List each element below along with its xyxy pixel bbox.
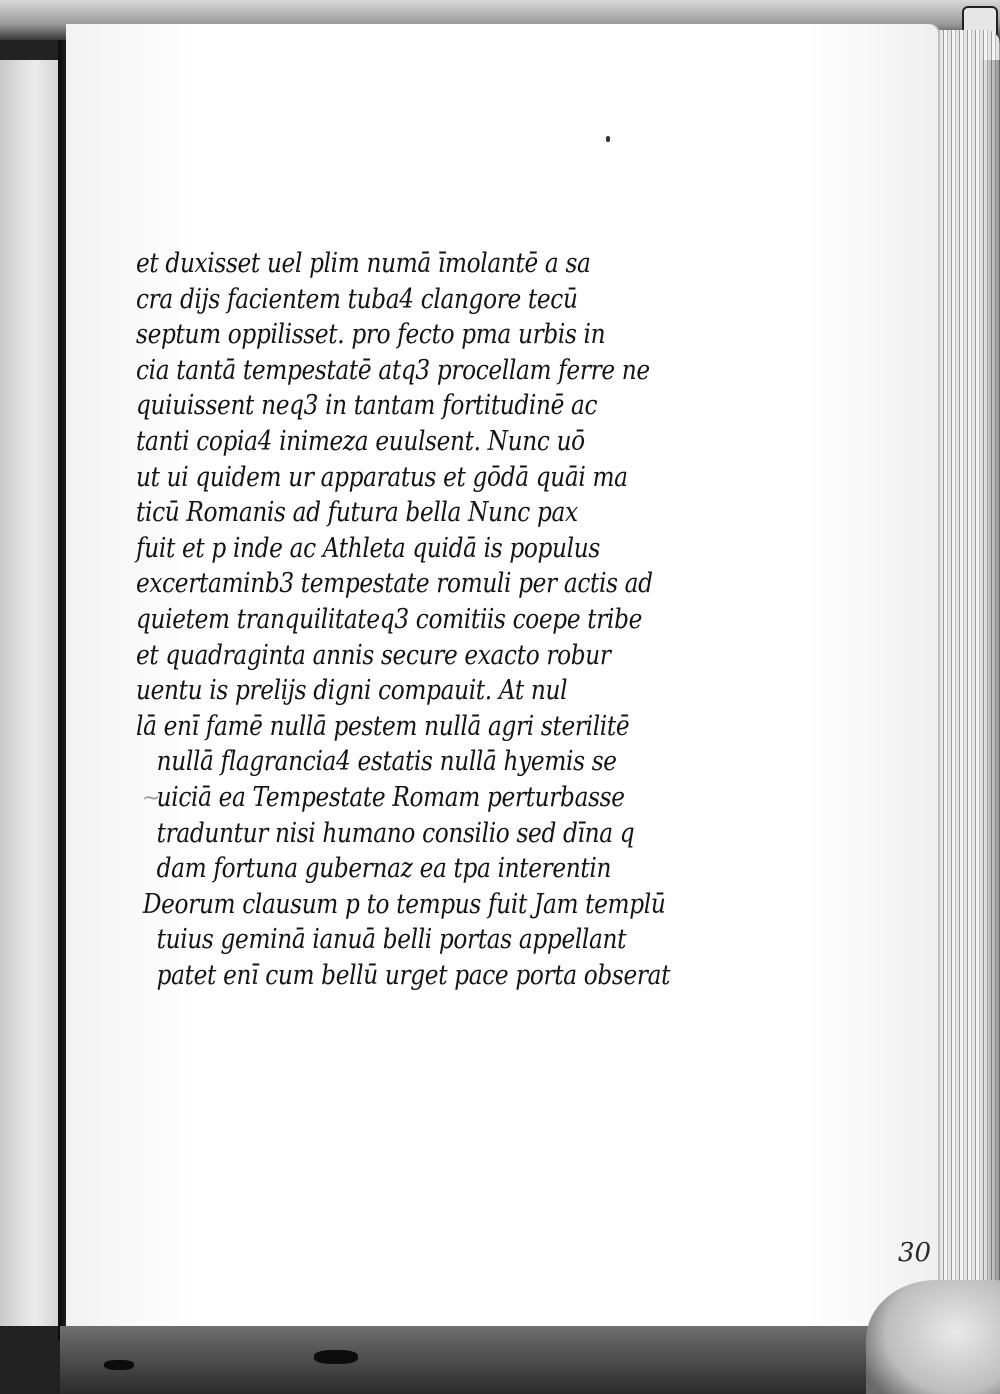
text-column xyxy=(136,246,696,993)
manuscript-line: uentu is prelijs digni compauit. At nul xyxy=(136,675,568,707)
manuscript-line: ticū Romanis ad futura bella Nunc pax xyxy=(136,497,578,529)
manuscript-line: nullā flagrancia4 estatis nullā hyemis se xyxy=(156,746,617,778)
manuscript-line: uiciā ea Tempestate Romam perturbasse xyxy=(156,781,625,813)
manuscript-line: quiuissent neq3 in tantam fortitudinē ac xyxy=(136,390,598,422)
scanner-thumb xyxy=(866,1280,1000,1394)
manuscript-line: quietem tranquilitateq3 comitiis coepe tribe xyxy=(136,603,643,635)
manuscript-line: traduntur nisi humano consilio sed dīna q xyxy=(156,817,635,849)
manuscript-line: et duxisset uel plim numā īmolantē a sa xyxy=(136,248,591,279)
ink-dot xyxy=(606,136,610,142)
ink-blot xyxy=(314,1350,358,1364)
manuscript-line: Deorum clausum p to tempus fuit Jam templū xyxy=(142,888,666,920)
manuscript-line: tuius geminā ianuā belli portas appellant xyxy=(156,924,627,956)
folio-number: 30 xyxy=(898,1238,932,1268)
manuscript-line: cra dijs facientem tuba4 clangore tecū xyxy=(136,283,578,315)
manuscript-line: dam fortuna gubernaz ea tpa interentin xyxy=(156,853,612,885)
manuscript-line: et quadraginta annis secure exacto robur xyxy=(136,639,611,671)
binding-bottom xyxy=(60,1326,960,1394)
manuscript-line: ut ui quidem ur apparatus et gōdā quāi ma xyxy=(136,461,628,493)
manuscript-line: patet enī cum bellū urget pace porta obserat xyxy=(156,959,671,991)
ink-blot xyxy=(104,1360,134,1370)
manuscript-line: tanti copia4 inimeza euulsent. Nunc uō xyxy=(136,425,585,457)
margin-squiggle: ~ xyxy=(142,786,161,811)
manuscript-line: septum oppilisset. pro fecto pma urbis in xyxy=(136,319,606,351)
page-stack-shadow xyxy=(980,60,1000,1300)
manuscript-line: lā enī famē nullā pestem nullā agri sterilitē xyxy=(136,710,630,742)
manuscript-line: cia tantā tempestatē atq3 procellam ferre ne xyxy=(136,354,650,386)
facing-page-edge xyxy=(0,60,61,1326)
manuscript-line: excertaminb3 tempestate romuli per actis ad xyxy=(136,568,653,600)
manuscript-line: fuit et p inde ac Athleta quidā is populus xyxy=(136,532,600,564)
